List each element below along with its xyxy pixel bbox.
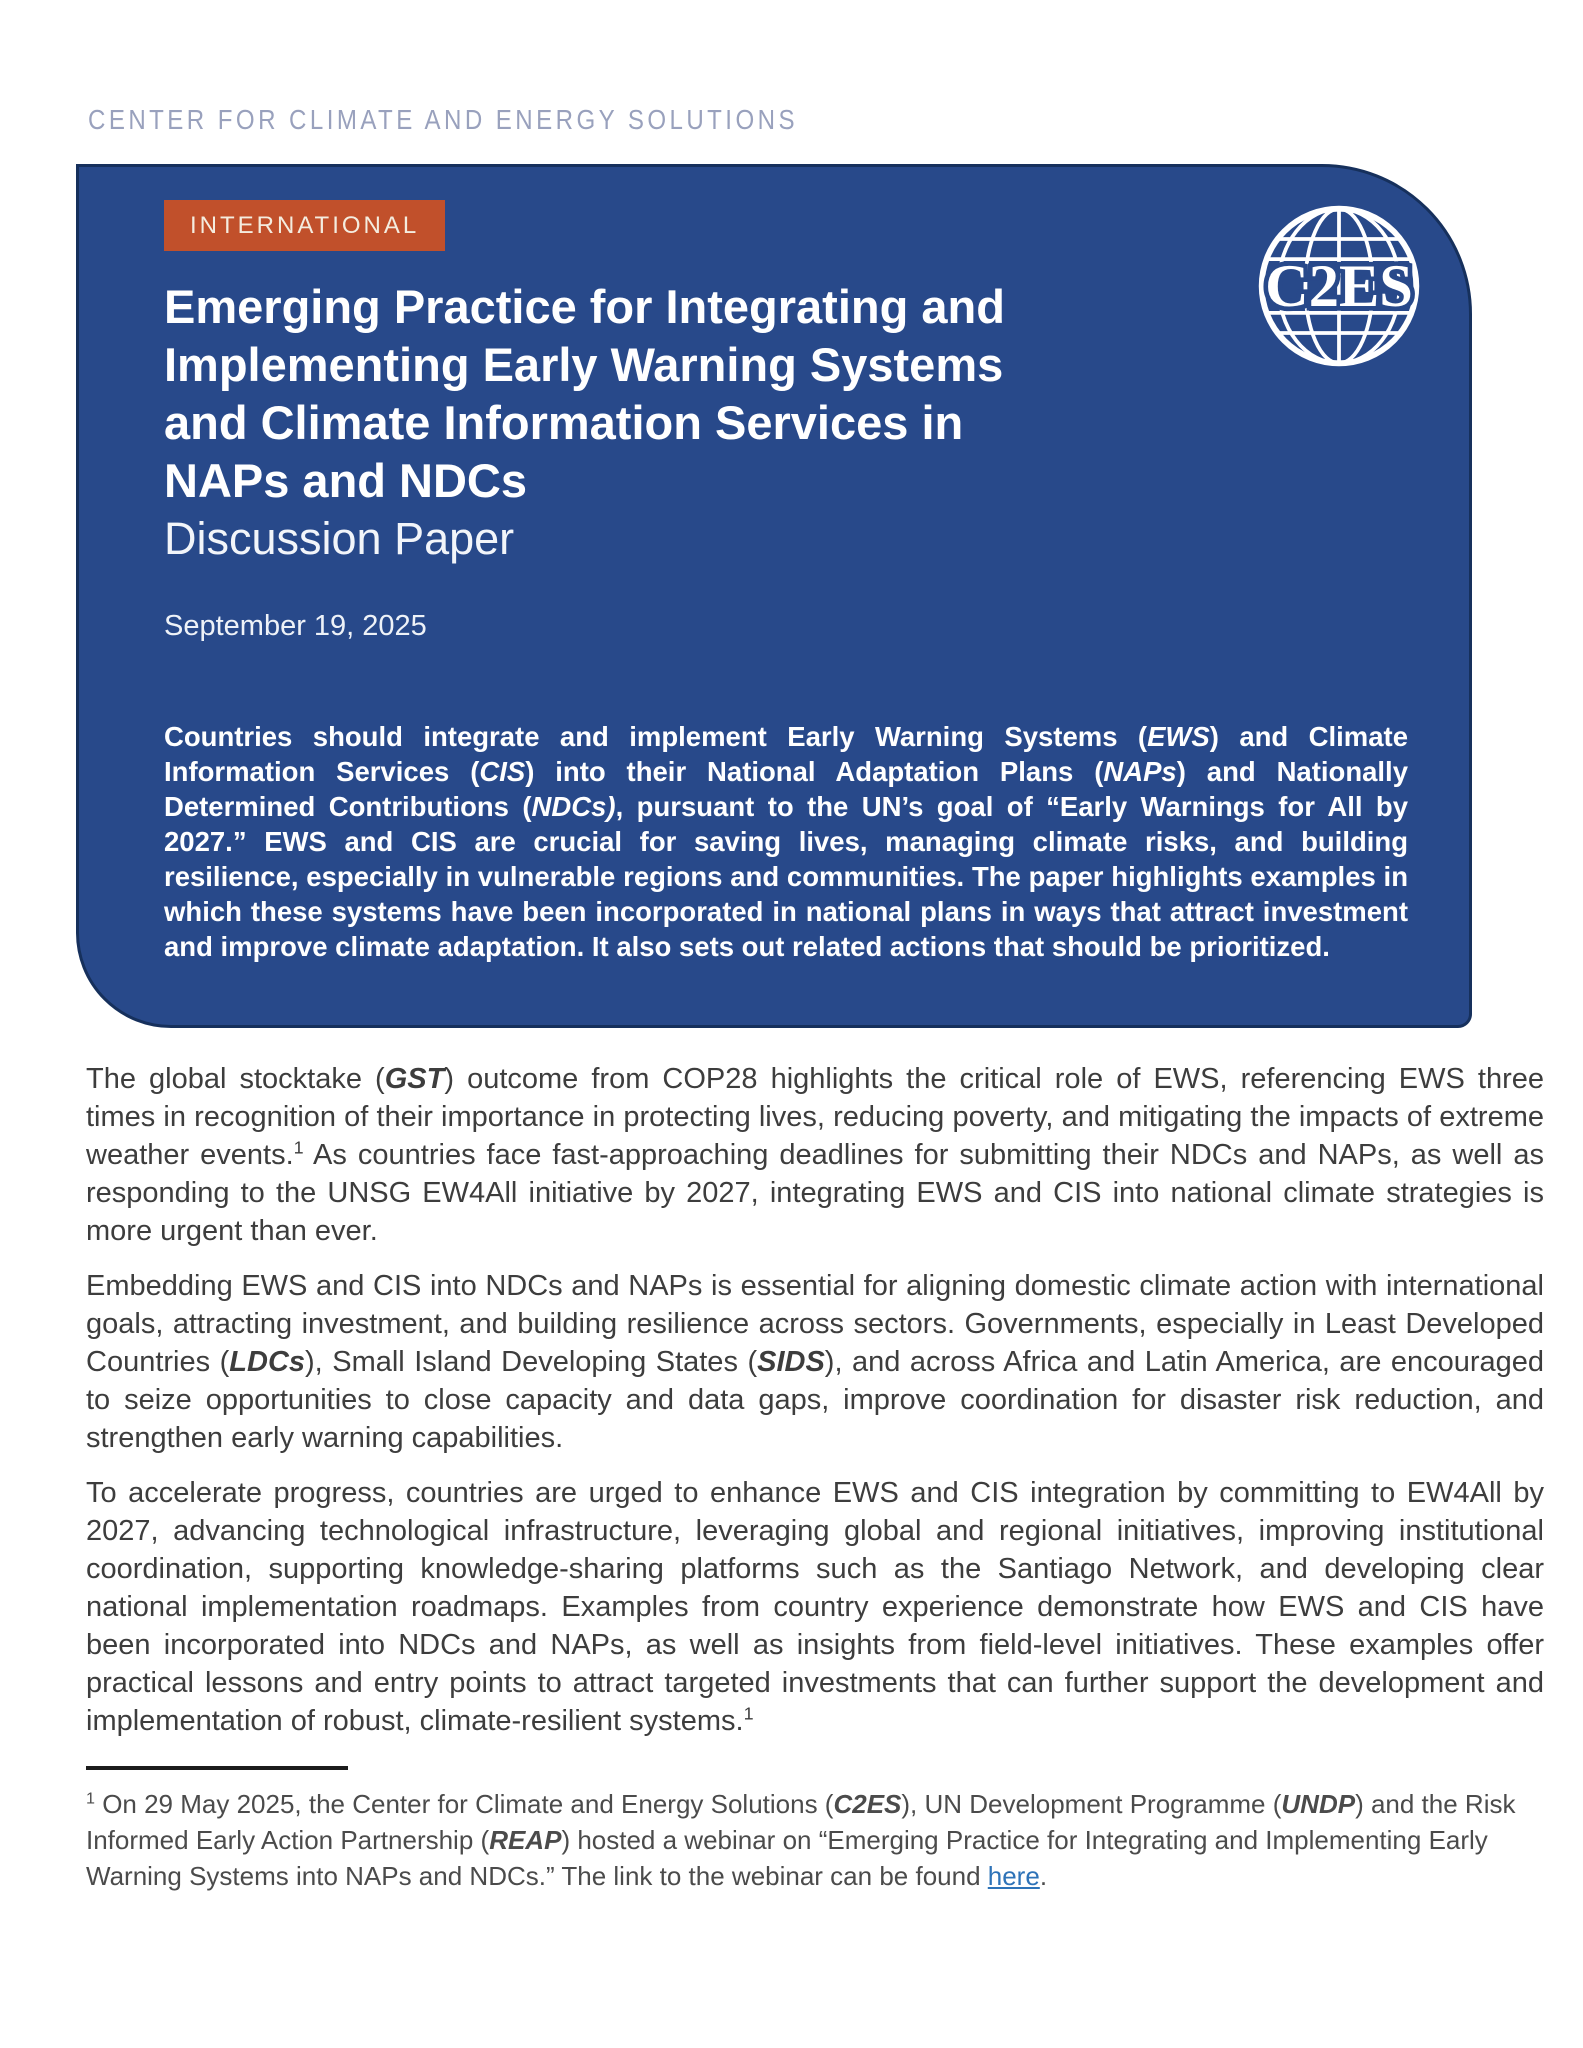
paper-title — [164, 278, 1224, 510]
international-badge: INTERNATIONAL — [164, 200, 445, 251]
publication-date: September 19, 2025 — [164, 610, 427, 642]
body-paragraph: The global stocktake (GST) outcome from COP28 highlights the critical role of EWS, referencing EWS three times in recognition of their importance in protecting lives, reducing poverty, and mitigating the impacts of extreme weather events.$^1$ As countries face fast-approaching deadlines for submitting their NDCs and NAPs, as well as responding to the UNSG EW4All initiative by 2027, integrating EWS and CIS into national climate strategies is more urgent than ever. — [86, 1063, 1544, 1247]
footnote-divider — [86, 1766, 348, 1770]
paper-subtitle: Discussion Paper — [164, 513, 515, 564]
paper-title-line: and Climate Information Services in — [164, 396, 964, 449]
hero-content — [79, 167, 1469, 1025]
abstract-paragraph: Countries should integrate and implement Early Warning Systems (EWS) and Climate Information Services (CIS) into their National Adaptation Plans (NAPs) and Nationally Determined Contributions (NDCs), pursuant to the UN’s goal of “Early Warnings for All by 2027.” EWS and CIS are crucial for saving lives, managing climate risks, and building resilience, especially in vulnerable regions and communities. The paper highlights examples in which these systems have been incorporated in national plans in ways that attract investment and improve climate adaptation. It also sets out related actions that should be prioritized. — [164, 721, 1409, 962]
hero-card — [76, 164, 1472, 1028]
paper-title-line: NAPs and NDCs — [164, 454, 528, 507]
paper-title-line: Emerging Practice for Integrating and — [164, 280, 1005, 333]
body-paragraph: Embedding EWS and CIS into NDCs and NAPs is essential for aligning domestic climate action with international goals, attracting investment, and building resilience across sectors. Governments, especially in Least Developed Countries (LDCs), Small Island Developing States (SIDS), and across Africa and Latin America, are encouraged to seize opportunities to close capacity and data gaps, improve coordination for disaster risk reduction, and strengthen early warning capabilities. — [86, 1270, 1545, 1454]
body-copy — [86, 1060, 1544, 1894]
c2es-logo-text: C2ES — [1265, 253, 1413, 321]
c2es-globe-logo-icon — [1255, 202, 1423, 370]
footnote-text: $^1$ On 29 May 2025, the Center for Climate and Energy Solutions (C2ES), UN Development Programme (UNDP) and the Risk Informed Early Action Partnership (REAP) hosted a webinar on “Emerging Practice for Integrating and Implementing Early Warning Systems into NAPs and NDCs.” The link to the webinar can be found here. — [86, 1789, 1516, 1891]
body-paragraph: To accelerate progress, countries are urged to enhance EWS and CIS integration by committing to EW4All by 2027, advancing technological infrastructure, leveraging global and regional initiatives, improving institutional coordination, supporting knowledge-sharing platforms such as the Santiago Network, and developing clear national implementation roadmaps. Examples from country experience demonstrate how EWS and CIS have been incorporated into NDCs and NAPs, as well as insights from field-level initiatives. These examples offer practical lessons and entry points to attract targeted investments that can further support the development and implementation of robust, climate-resilient systems.$^1$ — [86, 1477, 1544, 1737]
paper-title-line: Implementing Early Warning Systems — [164, 338, 1004, 391]
webinar-link[interactable]: here — [987, 1861, 1040, 1891]
organization-masthead: CENTER FOR CLIMATE AND ENERGY SOLUTIONS — [88, 104, 798, 135]
